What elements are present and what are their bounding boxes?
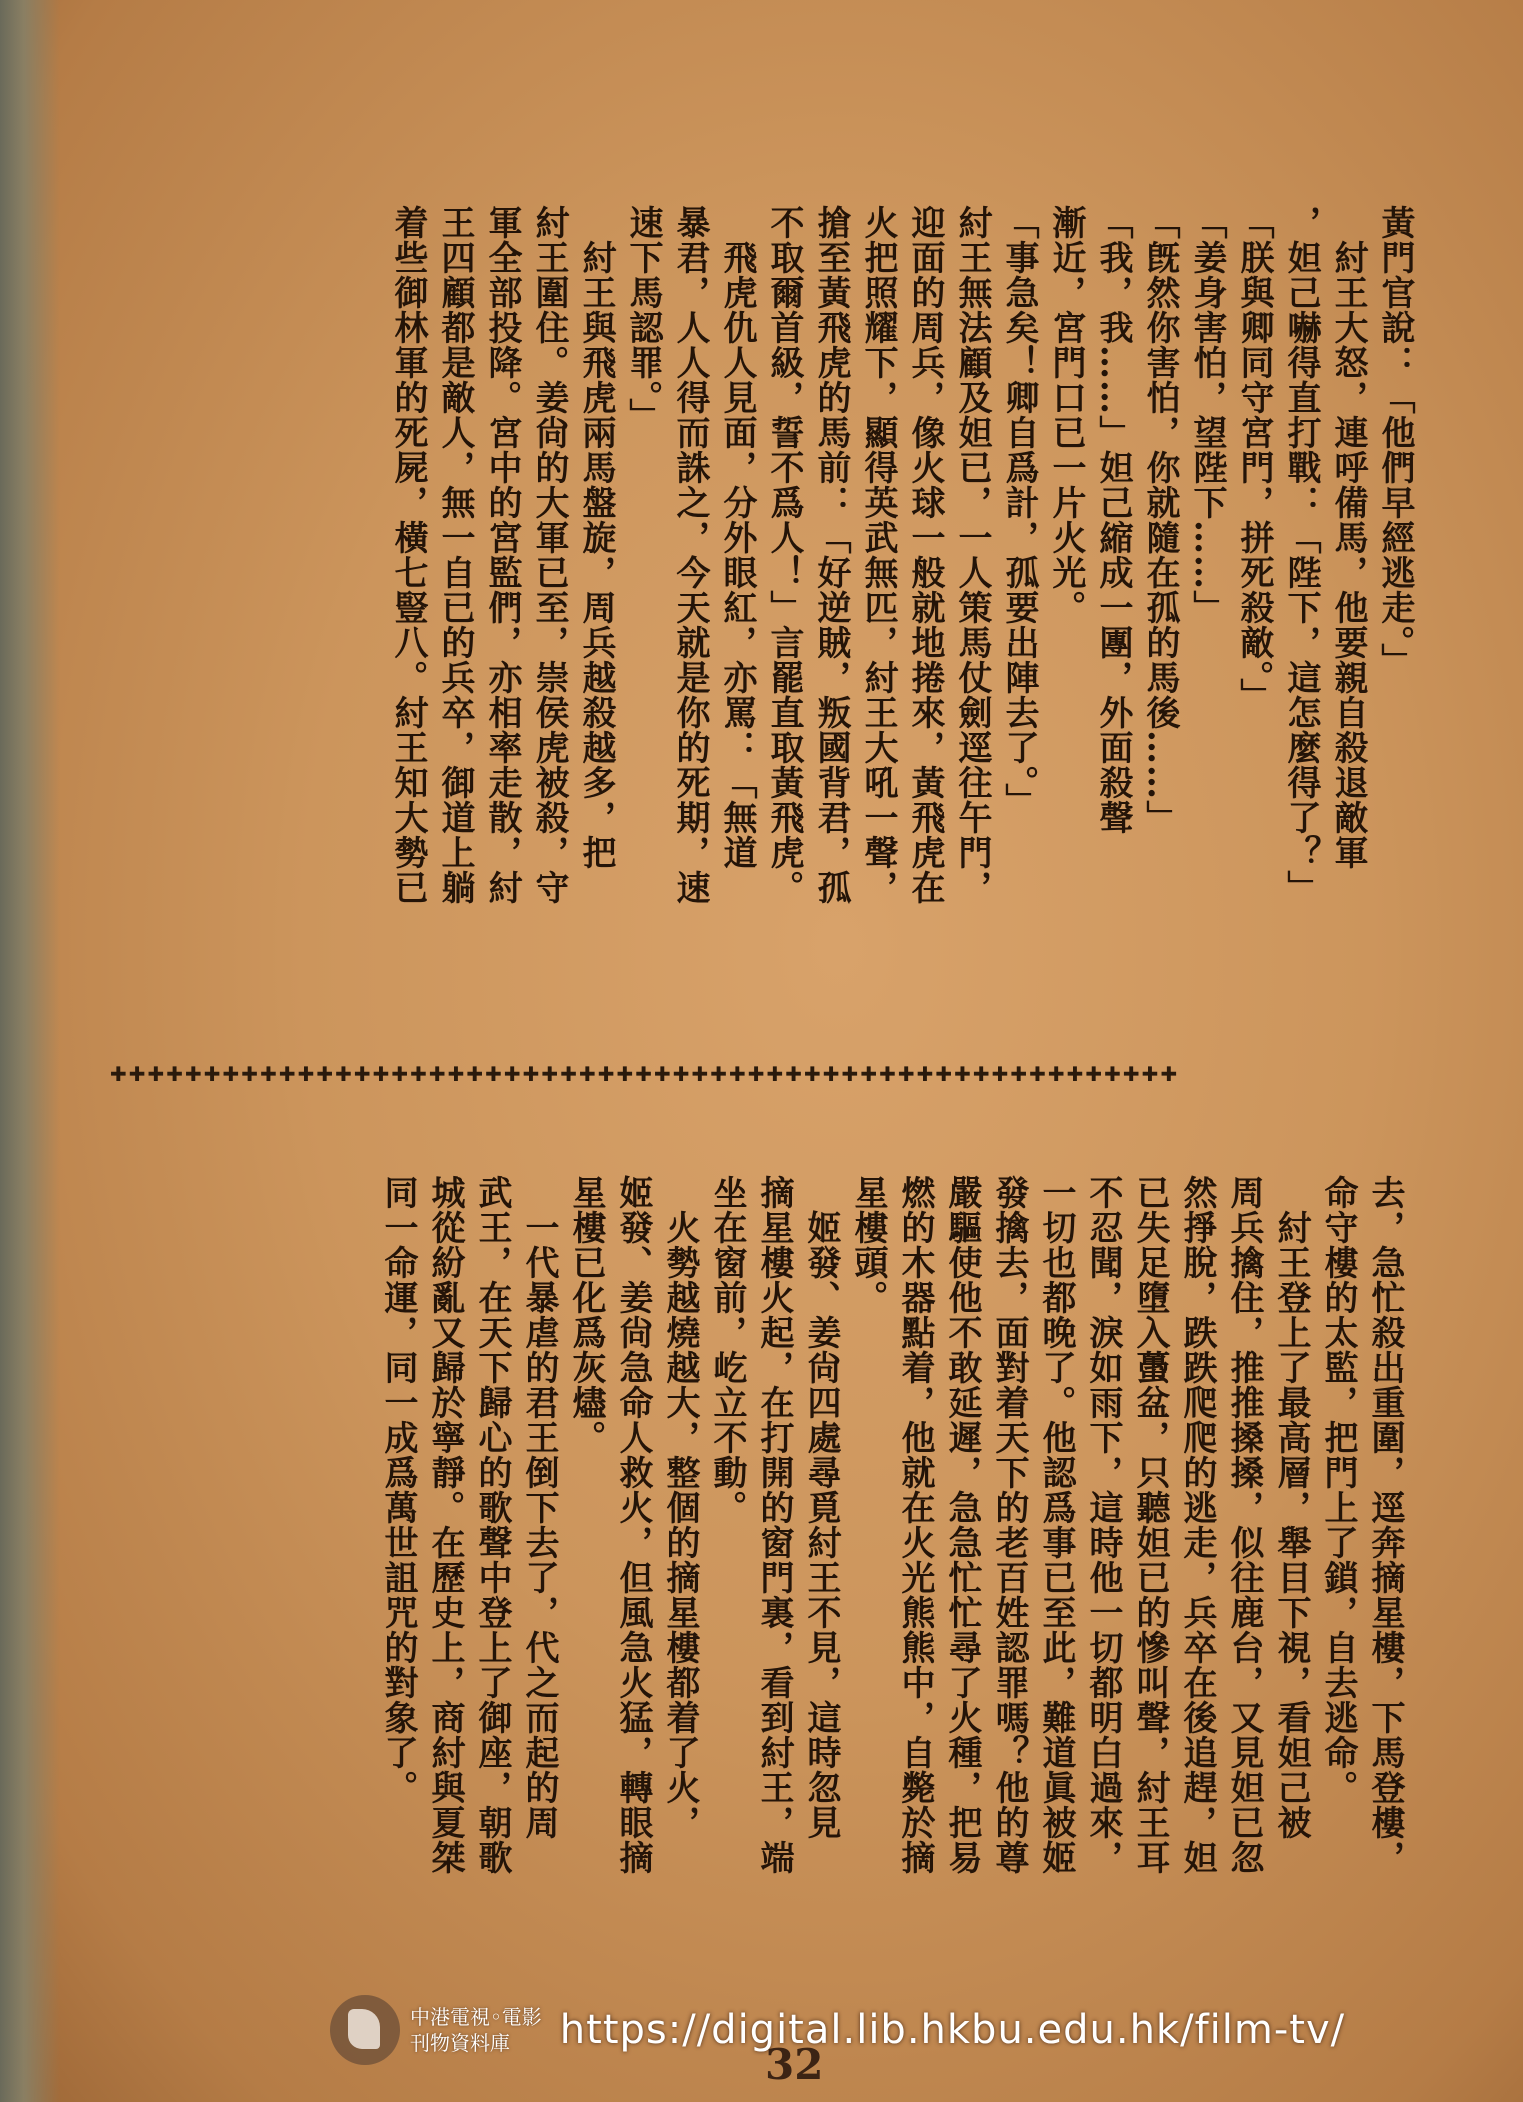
- text-column: 姬發、姜尙四處尋覓紂王不見，這時忽見: [801, 1175, 841, 1840]
- top-text-block: [384, 205, 1418, 965]
- text-column: 紂王登上了最高層，舉目下視，看妲己被: [1271, 1175, 1311, 1840]
- text-column: 摘星樓火起，在打開的窗門裏，看到紂王，端: [754, 1175, 794, 1875]
- text-column: 姬發、姜尙急命人救火，但風急火猛，轉眼摘: [613, 1175, 653, 1875]
- text-column: 已失足墮入蠆盆，只聽妲已的慘叫聲，紂王耳: [1130, 1175, 1170, 1875]
- text-column: ，妲己嚇得直打戰：「陛下，這怎麼得了？」: [1281, 205, 1321, 905]
- text-column: 星樓已化爲灰燼。: [566, 1175, 606, 1455]
- text-column: 城從紛亂又歸於寧靜。在歷史上，商紂與夏桀: [425, 1175, 465, 1875]
- text-column: 燃的木器點着，他就在火光熊熊中，自斃於摘: [895, 1175, 935, 1875]
- text-column: 黃門官說：「他們早經逃走。」: [1375, 205, 1415, 678]
- text-column: 紂王與飛虎兩馬盤旋，周兵越殺越多，把: [576, 205, 616, 870]
- text-column: 迎面的周兵，像火球一般就地捲來，黃飛虎在: [905, 205, 945, 905]
- text-column: 一代暴虐的君王倒下去了，代之而起的周: [519, 1175, 559, 1840]
- text-column: 軍全部投降。宮中的宮監們，亦相率走散，紂: [482, 205, 522, 905]
- text-column: 王四顧都是敵人，無一自已的兵卒，御道上躺: [435, 205, 475, 905]
- text-column: 速下馬認罪。」: [623, 205, 663, 433]
- text-column: 一切也都晚了。他認爲事已至此，難道眞被姬: [1036, 1175, 1076, 1875]
- library-name-line2: 刊物資料庫: [410, 2031, 510, 2055]
- text-column: 然掙脫，跌跌爬爬的逃走，兵卒在後追趕，妲: [1177, 1175, 1217, 1875]
- text-column: 「我，我……」妲己縮成一團，外面殺聲: [1093, 205, 1133, 835]
- text-column: 周兵擒住，推推搡搡，似往鹿台，又見妲已忽: [1224, 1175, 1264, 1875]
- text-column: 「姜身害怕，望陛下……」: [1187, 205, 1227, 625]
- text-column: 暴君，人人得而誅之，今天就是你的死期，速: [670, 205, 710, 905]
- library-name-line1: 中港電視◦電影: [410, 2005, 542, 2029]
- text-column: 同一命運，同一成爲萬世詛咒的對象了。: [378, 1175, 418, 1805]
- cross-divider: ✚✚✚✚✚✚✚✚✚✚✚✚✚✚✚✚✚✚✚✚✚✚✚✚✚✚✚✚✚✚✚✚✚✚✚✚✚✚✚✚✚✚✚✚✚✚✚✚✚✚✚✚✚✚✚✚✚: [110, 1062, 1180, 1086]
- text-column: 紂王無法顧及妲已，一人策馬仗劍逕往午門，: [952, 205, 992, 905]
- text-column: 紂王圍住。姜尙的大軍已至，崇侯虎被殺，守: [529, 205, 569, 905]
- text-column: 飛虎仇人見面，分外眼紅，亦罵：「無道: [717, 205, 757, 870]
- text-column: 武王，在天下歸心的歌聲中登上了御座，朝歌: [472, 1175, 512, 1875]
- text-column: 紂王大怒，連呼備馬，他要親自殺退敵軍: [1328, 205, 1368, 870]
- left-edge-stain: [0, 0, 60, 2102]
- library-logo-icon: [330, 1995, 400, 2065]
- text-column: 「旣然你害怕，你就隨在孤的馬後……」: [1140, 205, 1180, 835]
- bottom-text-block: [374, 1175, 1408, 2005]
- text-column: 去，急忙殺出重圍，逕奔摘星樓，下馬登樓，: [1365, 1175, 1405, 1875]
- text-column: 「事急矣！卿自爲計，孤要出陣去了。」: [999, 205, 1039, 818]
- text-column: 命守樓的太監，把門上了鎖，自去逃命。: [1318, 1175, 1358, 1805]
- text-column: 嚴驅使他不敢延遲，急急忙忙尋了火種，把易: [942, 1175, 982, 1875]
- page-number: 32: [765, 2040, 824, 2089]
- text-column: 不忍聞，淚如雨下，這時他一切都明白過來，: [1083, 1175, 1123, 1875]
- text-column: 搶至黃飛虎的馬前：「好逆賊，叛國背君，孤: [811, 205, 851, 905]
- text-column: 火勢越燒越大，整個的摘星樓都着了火，: [660, 1175, 700, 1840]
- library-url-link[interactable]: https://digital.lib.hkbu.edu.hk/film-tv/: [559, 2007, 1346, 2053]
- text-column: 坐在窗前，屹立不動。: [707, 1175, 747, 1525]
- text-column: 星樓頭。: [848, 1175, 888, 1315]
- library-watermark[interactable]: [330, 1990, 1345, 2070]
- text-column: 火把照耀下，顯得英武無匹，紂王大吼一聲，: [858, 205, 898, 905]
- text-column: 不取爾首級，誓不爲人！」言罷直取黃飛虎。: [764, 205, 804, 905]
- text-column: 發擒去，面對着天下的老百姓認罪嗎？他的尊: [989, 1175, 1029, 1875]
- text-column: 着些御林軍的死屍，橫七豎八。紂王知大勢已: [388, 205, 428, 905]
- library-name: [410, 2004, 542, 2056]
- text-column: 「朕與卿同守宮門，拼死殺敵。」: [1234, 205, 1274, 713]
- text-column: 漸近，宮門口已一片火光。: [1046, 205, 1086, 625]
